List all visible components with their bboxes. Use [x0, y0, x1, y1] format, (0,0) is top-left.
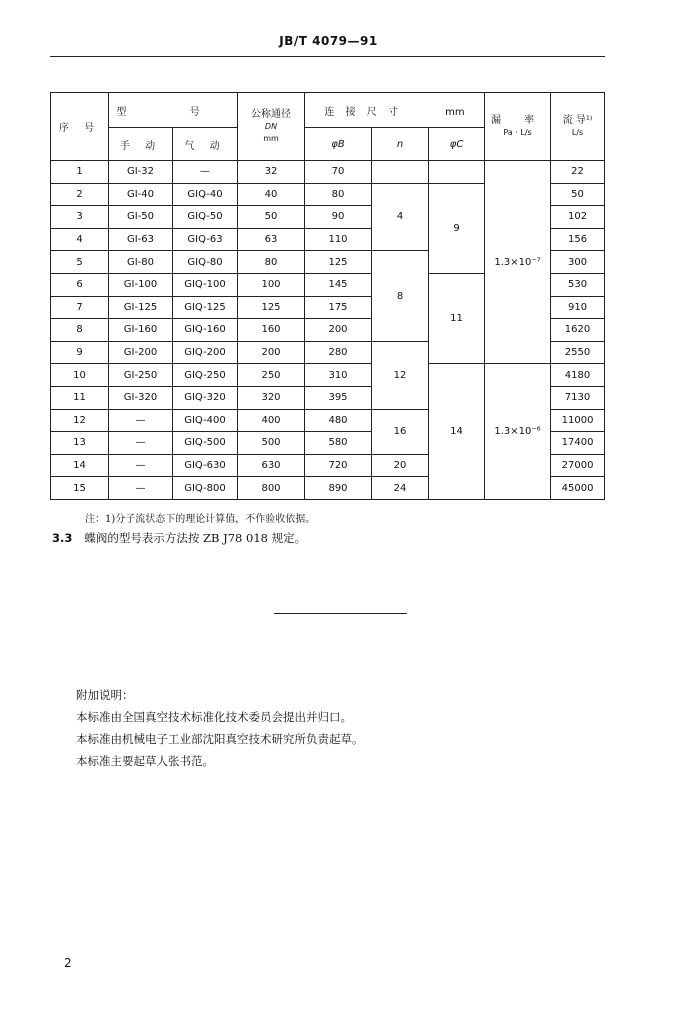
cell-phiB: 890 — [305, 477, 372, 500]
cell-pneumatic-model: — — [173, 161, 238, 184]
cell-phiB: 125 — [305, 251, 372, 274]
cell-phiC: 9 — [429, 183, 485, 273]
cell-manual-model: — — [109, 409, 173, 432]
header-nominal — [238, 93, 305, 161]
flow-title: 流 导¹⁾ — [562, 114, 593, 126]
cell-flow: 1620 — [551, 319, 605, 342]
cell-pneumatic-model: GIQ-50 — [173, 206, 238, 229]
cell-nominal-dn: 100 — [238, 273, 305, 296]
cell-pneumatic-model: GIQ-800 — [173, 477, 238, 500]
section-divider — [274, 613, 407, 614]
cell-n: 8 — [372, 251, 429, 341]
table-footnote: 注：1)分子流状态下的理论计算值，不作验收依据。 — [85, 514, 316, 525]
cell-n: 4 — [372, 183, 429, 251]
nominal-unit: mm — [263, 133, 279, 143]
cell-flow: 156 — [551, 228, 605, 251]
cell-seq: 6 — [51, 273, 109, 296]
cell-manual-model: — — [109, 477, 173, 500]
cell-n: 24 — [372, 477, 429, 500]
cell-flow: 50 — [551, 183, 605, 206]
cell-seq: 7 — [51, 296, 109, 319]
header-phiC: φC — [429, 128, 485, 161]
cell-n: 20 — [372, 454, 429, 477]
cell-pneumatic-model: GIQ-40 — [173, 183, 238, 206]
cell-pneumatic-model: GIQ-160 — [173, 319, 238, 342]
cell-pneumatic-model: GIQ-630 — [173, 454, 238, 477]
cell-flow: 300 — [551, 251, 605, 274]
cell-nominal-dn: 400 — [238, 409, 305, 432]
cell-phiB: 310 — [305, 364, 372, 387]
cell-nominal-dn: 125 — [238, 296, 305, 319]
cell-n — [372, 161, 429, 184]
additional-note-line: 本标准由机械电子工业部沈阳真空技术研究所负责起草。 — [76, 732, 364, 746]
cell-flow: 530 — [551, 273, 605, 296]
conn-unit: mm — [445, 106, 465, 118]
clause-3-3 — [52, 530, 306, 546]
header-manual: 手 动 — [109, 128, 173, 161]
cell-pneumatic-model: GIQ-320 — [173, 386, 238, 409]
cell-seq: 14 — [51, 454, 109, 477]
cell-flow: 910 — [551, 296, 605, 319]
cell-manual-model: GI-50 — [109, 206, 173, 229]
cell-flow: 4180 — [551, 364, 605, 387]
cell-phiB: 110 — [305, 228, 372, 251]
cell-manual-model: GI-40 — [109, 183, 173, 206]
standard-number: JB/T 4079—91 — [279, 34, 378, 48]
cell-flow: 102 — [551, 206, 605, 229]
cell-nominal-dn: 200 — [238, 341, 305, 364]
header-leak — [485, 93, 551, 161]
cell-nominal-dn: 320 — [238, 386, 305, 409]
cell-nominal-dn: 63 — [238, 228, 305, 251]
cell-phiB: 90 — [305, 206, 372, 229]
cell-nominal-dn: 160 — [238, 319, 305, 342]
table-row — [51, 161, 605, 184]
cell-pneumatic-model: GIQ-63 — [173, 228, 238, 251]
cell-seq: 8 — [51, 319, 109, 342]
header-connection — [305, 93, 485, 128]
cell-nominal-dn: 630 — [238, 454, 305, 477]
cell-seq: 2 — [51, 183, 109, 206]
cell-pneumatic-model: GIQ-250 — [173, 364, 238, 387]
flow-unit: L/s — [571, 127, 584, 137]
cell-flow: 11000 — [551, 409, 605, 432]
cell-manual-model: GI-80 — [109, 251, 173, 274]
nominal-symbol: DN — [264, 121, 278, 131]
cell-phiB: 70 — [305, 161, 372, 184]
cell-nominal-dn: 250 — [238, 364, 305, 387]
cell-nominal-dn: 50 — [238, 206, 305, 229]
cell-seq: 15 — [51, 477, 109, 500]
cell-seq: 1 — [51, 161, 109, 184]
table-row — [51, 364, 605, 387]
cell-flow: 22 — [551, 161, 605, 184]
leak-unit: Pa · L/s — [503, 127, 532, 137]
cell-pneumatic-model: GIQ-500 — [173, 432, 238, 455]
cell-flow: 45000 — [551, 477, 605, 500]
cell-flow: 2550 — [551, 341, 605, 364]
additional-note-line: 本标准主要起草人张书范。 — [76, 754, 214, 768]
header-model: 型 号 — [109, 93, 238, 128]
header-seq: 序 号 — [51, 93, 109, 161]
additional-notes-title: 附加说明： — [76, 688, 134, 702]
cell-phiB: 580 — [305, 432, 372, 455]
cell-pneumatic-model: GIQ-100 — [173, 273, 238, 296]
page-number: 2 — [64, 956, 72, 970]
cell-pneumatic-model: GIQ-80 — [173, 251, 238, 274]
additional-note-line: 本标准由全国真空技术标准化技术委员会提出并归口。 — [76, 710, 352, 724]
cell-phiB: 280 — [305, 341, 372, 364]
cell-n: 16 — [372, 409, 429, 454]
spec-table-body — [51, 161, 605, 500]
cell-seq: 4 — [51, 228, 109, 251]
cell-nominal-dn: 40 — [238, 183, 305, 206]
cell-seq: 11 — [51, 386, 109, 409]
cell-seq: 10 — [51, 364, 109, 387]
cell-seq: 3 — [51, 206, 109, 229]
header-n: n — [372, 128, 429, 161]
cell-phiB: 480 — [305, 409, 372, 432]
cell-seq: 9 — [51, 341, 109, 364]
nominal-title: 公称通径 — [251, 108, 291, 120]
leak-title: 漏 率 — [490, 114, 545, 126]
header-flow — [551, 93, 605, 161]
cell-nominal-dn: 80 — [238, 251, 305, 274]
cell-leak-rate: 1.3×10⁻⁶ — [485, 364, 551, 500]
cell-nominal-dn: 500 — [238, 432, 305, 455]
header-rule — [50, 56, 605, 57]
cell-pneumatic-model: GIQ-200 — [173, 341, 238, 364]
cell-manual-model: — — [109, 432, 173, 455]
spec-table — [50, 92, 605, 500]
cell-phiB: 720 — [305, 454, 372, 477]
cell-phiB: 145 — [305, 273, 372, 296]
cell-phiB: 80 — [305, 183, 372, 206]
cell-manual-model: GI-32 — [109, 161, 173, 184]
cell-flow: 27000 — [551, 454, 605, 477]
cell-manual-model: GI-250 — [109, 364, 173, 387]
cell-manual-model: GI-100 — [109, 273, 173, 296]
cell-pneumatic-model: GIQ-125 — [173, 296, 238, 319]
cell-flow: 17400 — [551, 432, 605, 455]
cell-phiB: 395 — [305, 386, 372, 409]
header-pneumatic: 气 动 — [173, 128, 238, 161]
cell-flow: 7130 — [551, 386, 605, 409]
cell-nominal-dn: 32 — [238, 161, 305, 184]
cell-manual-model: GI-125 — [109, 296, 173, 319]
cell-seq: 5 — [51, 251, 109, 274]
cell-manual-model: GI-63 — [109, 228, 173, 251]
cell-leak-rate: 1.3×10⁻⁷ — [485, 161, 551, 364]
cell-manual-model: GI-160 — [109, 319, 173, 342]
header-phiB: φB — [305, 128, 372, 161]
cell-phiB: 200 — [305, 319, 372, 342]
cell-n: 12 — [372, 341, 429, 409]
cell-phiB: 175 — [305, 296, 372, 319]
cell-manual-model: GI-200 — [109, 341, 173, 364]
clause-text: 蝶阀的型号表示方法按 ZB J78 018 规定。 — [84, 531, 307, 545]
cell-phiC: 14 — [429, 364, 485, 500]
clause-number: 3.3 — [52, 531, 73, 545]
cell-manual-model: GI-320 — [109, 386, 173, 409]
cell-manual-model: — — [109, 454, 173, 477]
cell-pneumatic-model: GIQ-400 — [173, 409, 238, 432]
conn-title: 连 接 尺 寸 — [324, 106, 402, 118]
cell-seq: 12 — [51, 409, 109, 432]
cell-phiC — [429, 161, 485, 184]
cell-phiC: 11 — [429, 273, 485, 363]
cell-seq: 13 — [51, 432, 109, 455]
cell-nominal-dn: 800 — [238, 477, 305, 500]
